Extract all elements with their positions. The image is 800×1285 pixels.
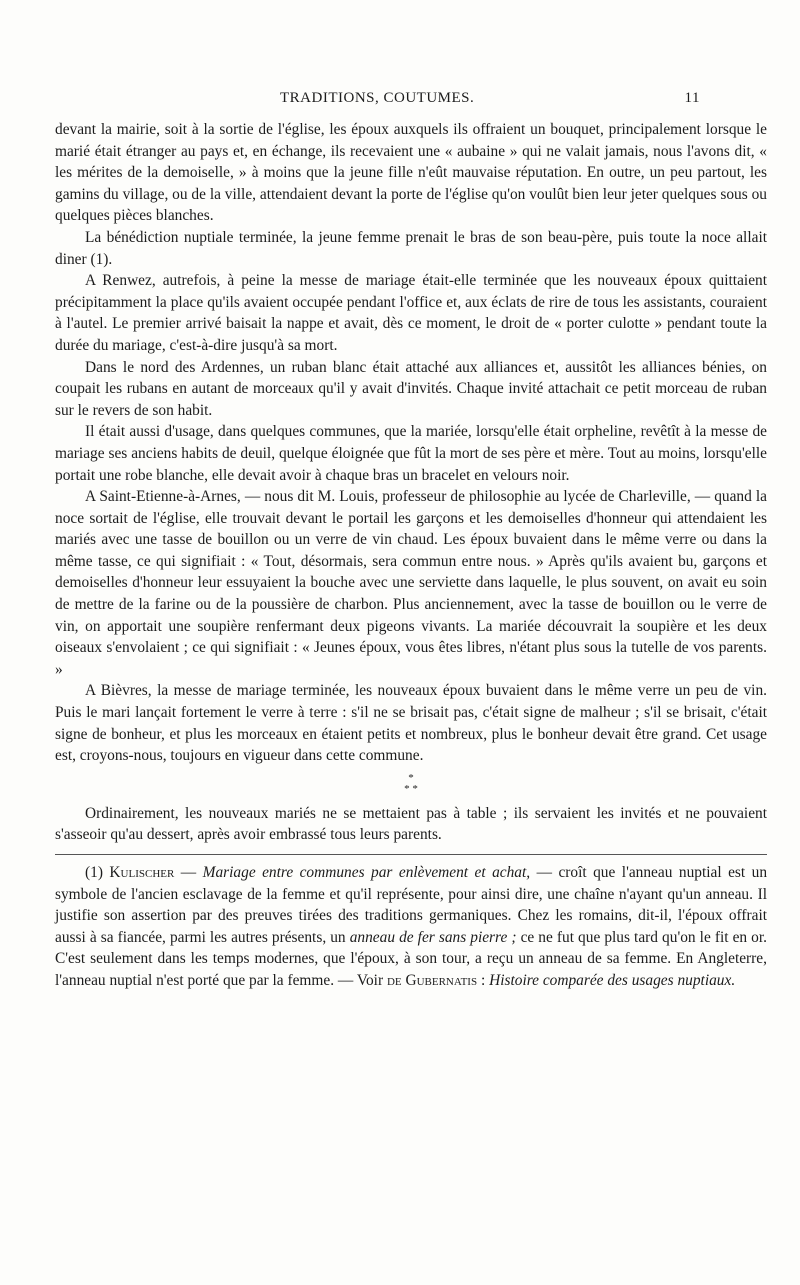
paragraph-2: La bénédiction nuptiale terminée, la jeune femme prenait le bras de son beau-père, puis toute la noce allait diner (1). — [55, 228, 767, 268]
asterism-top: * — [408, 771, 414, 784]
paragraph-8: Ordinairement, les nouveaux mariés ne se mettaient pas à table ; ils servaient les invités et ne pouvaient s'asseoir qu'au dessert, après avoir embrassé tous leurs parents. — [55, 804, 767, 844]
footnote-text-3: : — [480, 971, 486, 989]
paragraph-4: Dans le nord des Ardennes, un ruban blanc était attaché aux alliances et, aussitôt les alliances bénies, on coupait les rubans en autant de morceaux qu'il y avait d'invités. Chaque invité attachait ce petit morceau de ruban sur le revers de son habit. — [55, 358, 767, 419]
footnote-marker: (1) — [85, 864, 103, 881]
footnote: (1) Kulischer — Mariage entre communes par enlèvement et achat, — croît que l'anneau nuptial est un symbole de l'ancien esclavage de la femme et qu'il représente, pour ainsi dire, une chaîne n'ayant qu'un anneau. Il justifie son assertion par des preuves tirées des traditions germaniques. Chez les romains, dit-il, l'époux offrait aussi à sa fiancée, parmi les autres présents, un anneau de fer sans pierre ; ce ne fut que plus tard qu'on le fit en or. C'est seulement dans les temps modernes, que l'époux, à son tour, a reçu un anneau de sa femme. En Angleterre, l'anneau nuptial n'est porté que par la femme. — Voir de Gubernatis : Histoire comparée des usages nuptiaux. — [55, 864, 768, 989]
paragraph-3: A Renwez, autrefois, à peine la messe de mariage était-elle terminée que les nouveaux époux quittaient précipitamment la place qu'ils avaient occupée pendant l'office et, aux éclats de rire de tous les assistants, couraient à l'autel. Le premier arrivé baisait la nappe et avait, dès ce moment, le droit de « porter culotte » pendant toute la durée du mariage, c'est-à-dire jusqu'à sa mort. — [55, 272, 767, 354]
footnote-title: Mariage entre communes par enlèvement et achat, — [202, 864, 531, 881]
asterism-bottom: * * — [404, 782, 418, 795]
footnote-italic-2: anneau de fer sans pierre ; — [349, 928, 517, 946]
footnote-author: Kulischer — [109, 864, 175, 881]
running-title: TRADITIONS, COUTUMES. — [280, 90, 475, 106]
footnote-title-2: Histoire comparée des usages nuptiaux. — [489, 971, 736, 989]
page-body — [55, 119, 767, 992]
footnote-text-2: ce ne fut que plus tard qu'on le fit en or. C'est seulement dans les temps modernes, que l'époux, à son tour, a reçu un anneau de sa femme. En Angleterre, l'anneau nuptial n'est porté que par la femme. — Voir — [55, 928, 767, 989]
footnote-text-1: — croît que l'anneau nuptial est un symbole de l'ancien esclavage de la femme et qu'il représente, pour ainsi dire, une chaîne n'ayant qu'un anneau. Il justifie son assertion par des preuves tirées des traditions germaniques. Chez les romains, dit-il, l'époux offrait aussi à sa fiancée, parmi les autres présents, un — [55, 864, 768, 946]
paragraph-5: Il était aussi d'usage, dans quelques communes, que la mariée, lorsqu'elle était orpheline, revêtît à la messe de mariage ses anciens habits de deuil, quelque éloignée que fût la mort de ses père et mère. Tout au moins, lorsqu'elle portait une robe blanche, elle devait avoir à chaque bras un bracelet en velours noir. — [55, 423, 767, 484]
paragraph-7: A Bièvres, la messe de mariage terminée, les nouveaux époux buvaient dans le même verre un peu de vin. Puis le mari lançait fortement le verre à terre : s'il ne se brisait pas, c'était signe de malheur ; s'il se brisait, c'était signe de bonheur, et plus les morceaux en étaient petits et nombreux, plus le bonheur devait être grand. Cet usage est, croyons-nous, toujours en vigueur dans cette commune. — [55, 682, 767, 765]
page-number: 11 — [684, 90, 700, 106]
paragraph-6: A Saint-Etienne-à-Arnes, — nous dit M. Louis, professeur de philosophie au lycée de Charleville, — quand la noce sortait de l'église, elle trouvait devant le portail les garçons et les demoiselles d'honneur qui attendaient les mariés avec une tasse de bouillon ou un verre de vin chaud. Les époux buvaient dans le même verre ou dans la même tasse, ce qui signifiait : « Tout, désormais, sera commun entre nous. » Après qu'ils avaient bu, garçons et demoiselles d'honneur leur essuyaient la bouche avec une serviette dans laquelle, le plus souvent, on avait eu soin de mettre de la farine ou de la poussière de charbon. Plus anciennement, avec la tasse de bouillon ou le verre de vin, on apportait une soupière renfermant deux pigeons vivants. La mariée découvrait la soupière et les deux oiseaux s'envolaient ; ce qui signifiait : « Jeunes époux, vous êtes libres, n'étant plus sous la tutelle de vos parents. » — [55, 488, 767, 678]
section-asterism — [55, 773, 767, 795]
footnote-author-2: de Gubernatis — [386, 971, 478, 989]
paragraph-1: devant la mairie, soit à la sortie de l'église, les époux auxquels ils offraient un bouquet, principalement lorsque le marié était étranger au pays et, en échange, ils recevaient une « aubaine » qui ne valait jamais, nous l'avons dit, « les mérites de la demoiselle, » à moins que la jeune fille n'eût mauvaise réputation. En outre, un peu partout, les gamins du village, ou de la ville, attendaient devant la porte de l'église qu'on voulût bien leur jeter quelques sous ou quelques pièces blanches. — [55, 121, 767, 225]
footnote-rule — [55, 854, 767, 855]
